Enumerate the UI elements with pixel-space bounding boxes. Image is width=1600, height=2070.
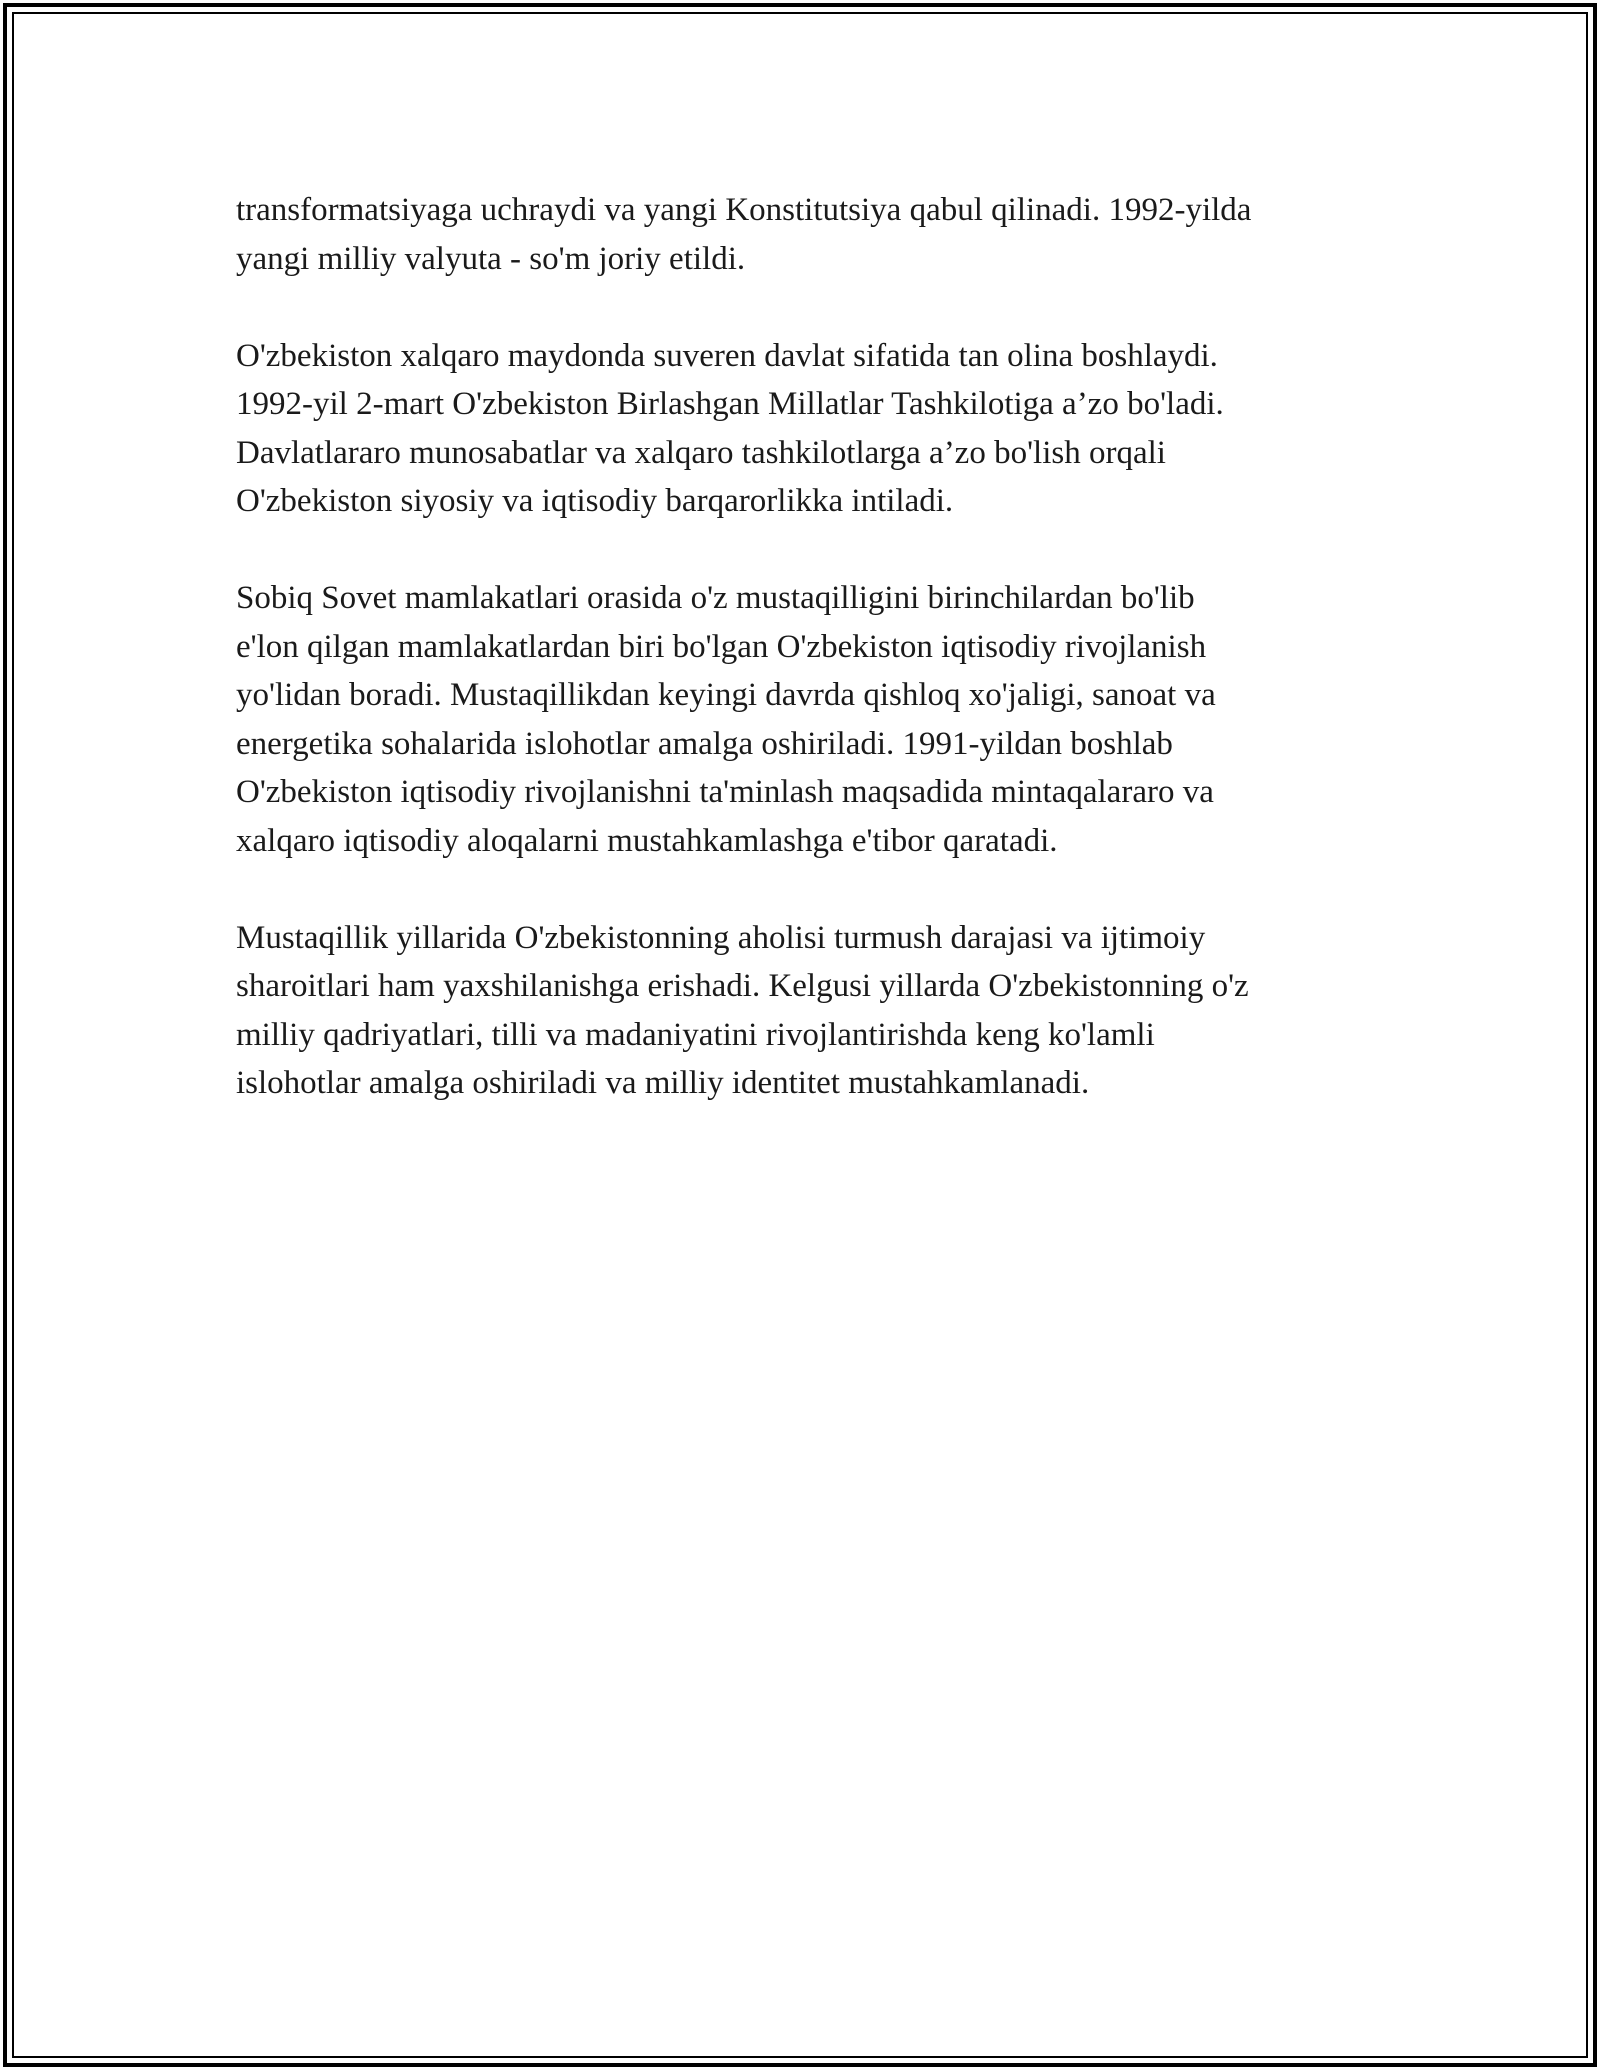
text-line: xalqaro iqtisodiy aloqalarni mustahkamlashga e'tibor qaratadi.: [236, 822, 1058, 859]
text-line: O'zbekiston siyosiy va iqtisodiy barqarorlikka intiladi.: [236, 483, 954, 519]
text-line: Sobiq Sovet mamlakatlari orasida o'z mustaqilligini birinchilardan bo'lib: [236, 580, 1195, 616]
text-line: yo'lidan boradi. Mustaqillikdan keyingi davrda qishloq xo'jaligi, sanoat va: [236, 677, 1216, 713]
text-line: O'zbekiston iqtisodiy rivojlanishni ta'minlash maqsadida mintaqalararo va: [236, 774, 1214, 810]
text-line: O'zbekiston xalqaro maydonda suveren davlat sifatida tan olina boshlaydi.: [236, 337, 1218, 374]
text-line: Davlatlararo munosabatlar va xalqaro tashkilotlarga a’zo bo'lish orqali: [236, 434, 1166, 471]
document-body: [236, 186, 1396, 1156]
text-line: 1992-yil 2-mart O'zbekiston Birlashgan Millatlar Tashkilotiga a’zo bo'ladi.: [236, 386, 1224, 422]
text-line: yangi milliy valyuta - so'm joriy etildi.: [236, 240, 746, 277]
text-line: e'lon qilgan mamlakatlardan biri bo'lgan O'zbekiston iqtisodiy rivojlanish: [236, 628, 1207, 665]
text-line: islohotlar amalga oshiriladi va milliy identitet mustahkamlanadi.: [236, 1065, 1090, 1101]
paragraph-4: [236, 914, 1396, 1108]
text-line: milliy qadriyatlari, tilli va madaniyatini rivojlantirishda keng ko'lamli: [236, 1016, 1155, 1053]
paragraph-1: [236, 186, 1396, 283]
paragraph-2: [236, 332, 1396, 526]
paragraph-3: [236, 574, 1396, 865]
text-line: transformatsiyaga uchraydi va yangi Konstitutsiya qabul qilinadi. 1992-yilda: [236, 192, 1252, 228]
text-line: sharoitlari ham yaxshilanishga erishadi. Kelgusi yillarda O'zbekistonning o'z: [236, 968, 1249, 1004]
text-line: energetika sohalarida islohotlar amalga oshiriladi. 1991-yildan boshlab: [236, 725, 1173, 762]
text-line: Mustaqillik yillarida O'zbekistonning aholisi turmush darajasi va ijtimoiy: [236, 919, 1206, 956]
